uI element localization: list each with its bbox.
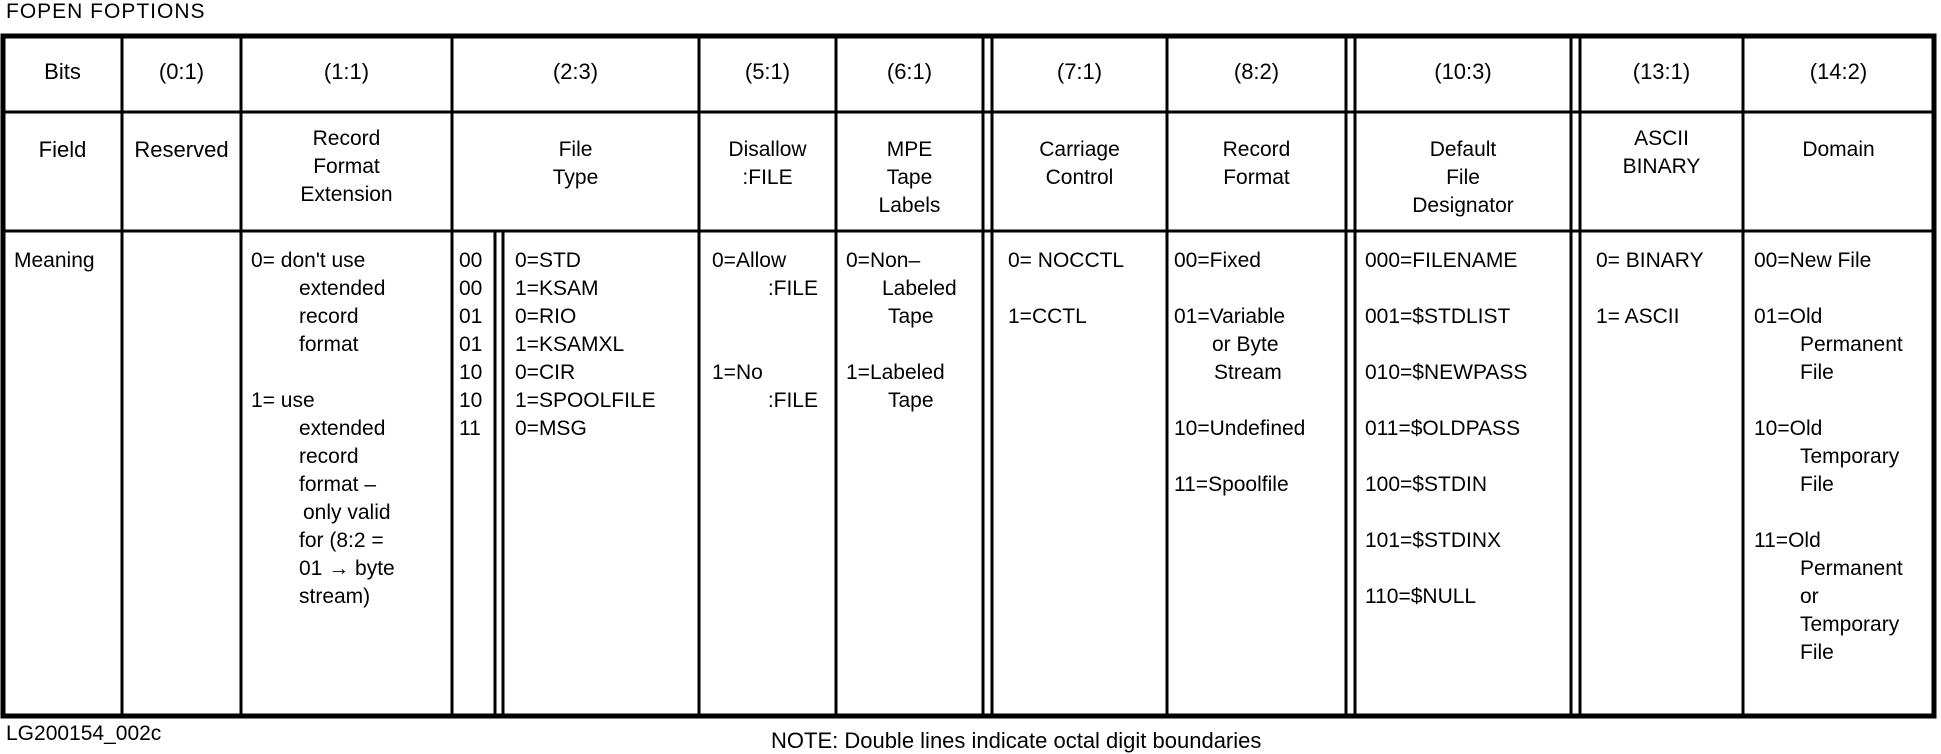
bits-10-3: (10:3)	[1434, 59, 1492, 84]
field-record-format: Record Format	[1222, 138, 1291, 189]
note-text: NOTE: Double lines indicate octal digit boundaries	[771, 728, 1262, 753]
bits-13-1: (13:1)	[1632, 59, 1691, 84]
bits-8-2: (8:2)	[1233, 59, 1280, 84]
meaning-file-type: 0=STD 1=KSAM 0=RIO 1=KSAMXL 0=CIR 1=SPOOLFILE 0=MSG	[515, 249, 656, 440]
field-domain: Domain	[1802, 138, 1875, 161]
field-ascii-binary: ASCII BINARY	[1622, 127, 1701, 178]
bits-6-1: (6:1)	[886, 59, 933, 84]
field-default-file-designator: Default File Designator	[1412, 138, 1514, 217]
figure-id: LG200154_002c	[6, 722, 162, 745]
bits-7-1: (7:1)	[1056, 59, 1103, 84]
meaning-record-format-extension: 0= don't use extended record format 1= use extended record format – only valid for (8:2 = 01 → byte stream)	[251, 249, 395, 608]
field-record-format-extension: Record Format Extension	[300, 127, 393, 206]
meaning-ascii-binary: 0= BINARY 1= ASCII	[1596, 249, 1704, 328]
row-label-field: Field	[38, 137, 87, 162]
field-file-type: File Type	[552, 138, 599, 189]
meaning-domain: 00=New File 01=Old Permanent File 10=Old Temporary File 11=Old Permanent or Temporary File	[1754, 249, 1903, 664]
diagram-title: FOPEN FOPTIONS	[6, 0, 206, 23]
row-label-bits: Bits	[44, 59, 81, 84]
bits-1-1: (1:1)	[323, 59, 370, 84]
bits-0-1: (0:1)	[158, 59, 205, 84]
bits-2-3: (2:3)	[552, 59, 599, 84]
field-mpe-tape-labels: MPE Tape Labels	[878, 138, 941, 217]
meaning-disallow-file: 0=Allow :FILE 1=No :FILE	[712, 249, 818, 412]
meaning-mpe-tape-labels: 0=Non– Labeled Tape 1=Labeled Tape	[846, 249, 957, 412]
meaning-file-type-codes: 00 00 01 01 10 10 11	[459, 249, 483, 440]
meaning-record-format: 00=Fixed 01=Variable or Byte Stream 10=Undefined 11=Spoolfile	[1174, 249, 1306, 496]
bits-14-2: (14:2)	[1809, 59, 1868, 84]
row-label-meaning: Meaning	[14, 249, 95, 272]
meaning-default-file-designator: 000=FILENAME 001=$STDLIST 010=$NEWPASS 011=$OLDPASS 100=$STDIN 101=$STDINX 110=$NULL	[1365, 249, 1528, 608]
meaning-carriage-control: 0= NOCCTL 1=CCTL	[1008, 249, 1125, 328]
field-disallow-file: Disallow :FILE	[728, 138, 807, 189]
field-carriage-control: Carriage Control	[1039, 138, 1120, 189]
field-reserved: Reserved	[134, 137, 229, 162]
bits-5-1: (5:1)	[744, 59, 791, 84]
